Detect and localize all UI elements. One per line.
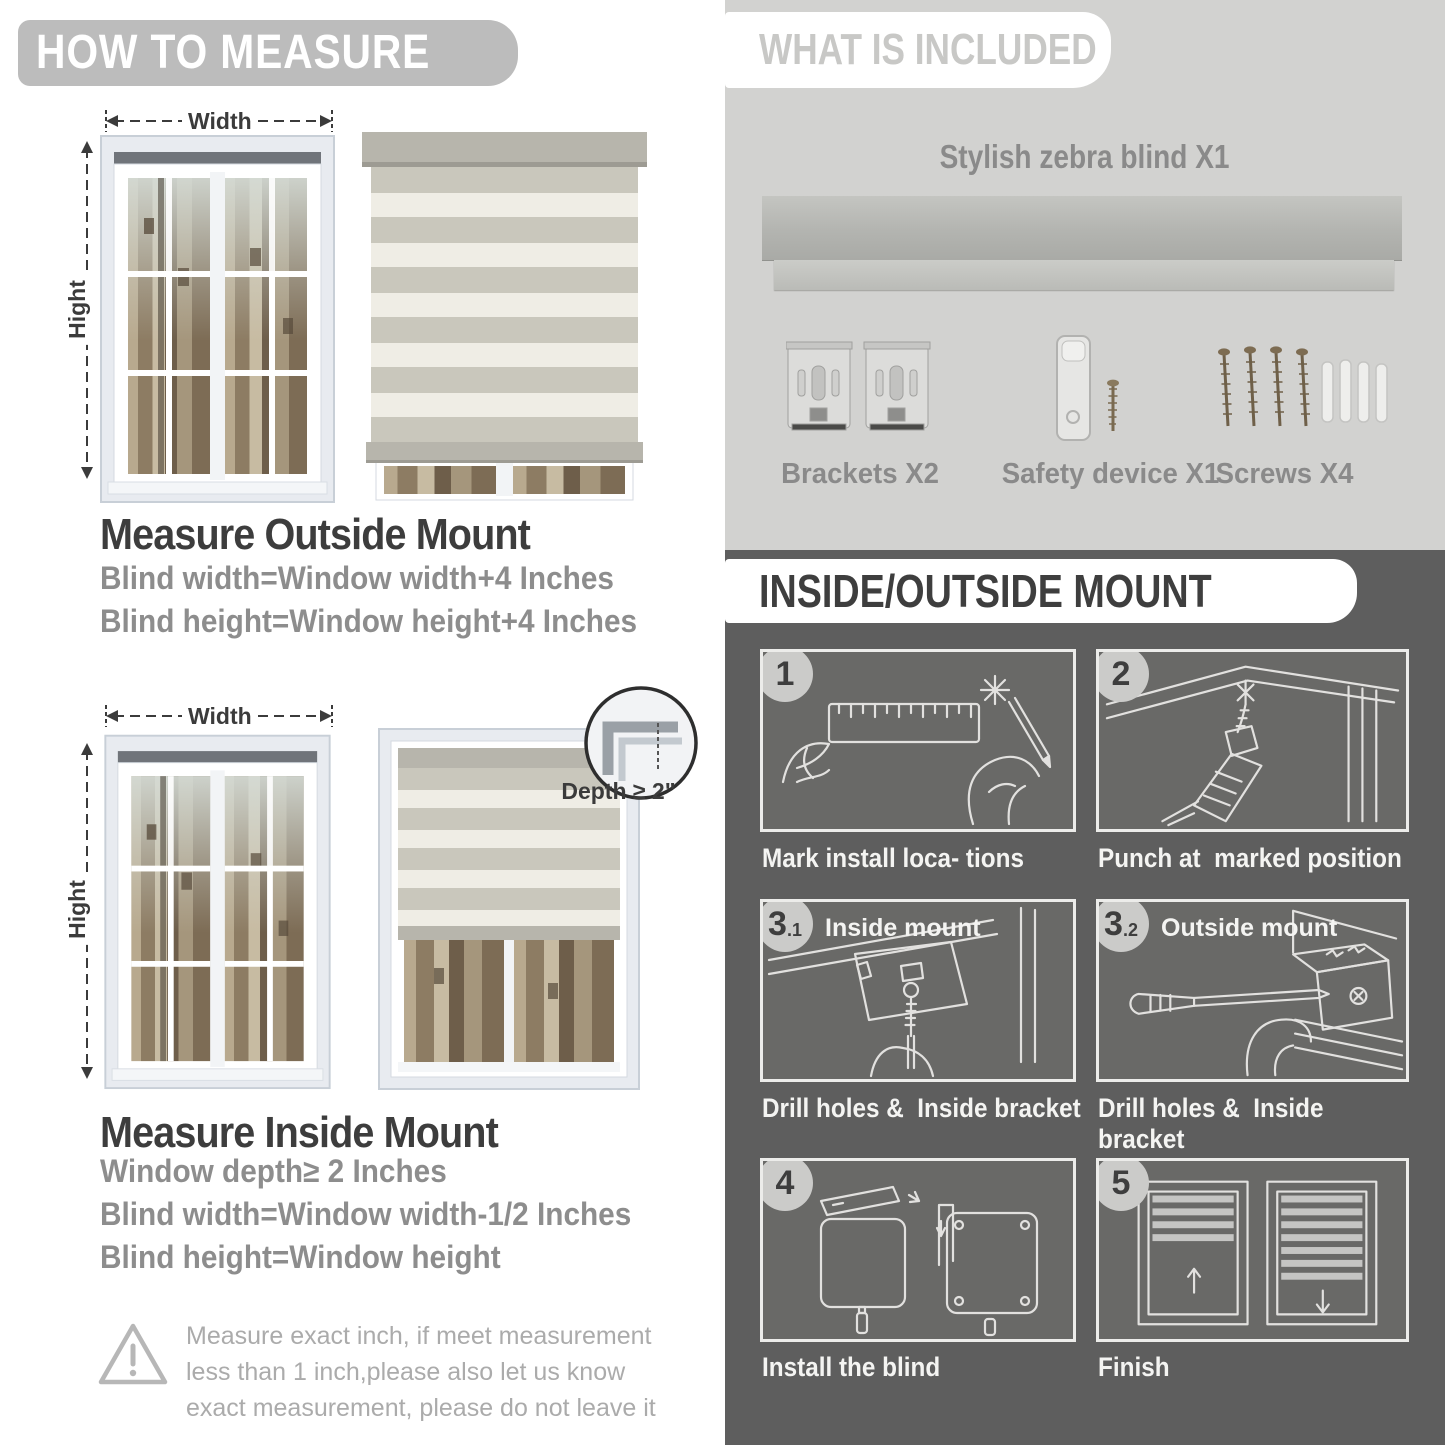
width-label-outside: Width [182,108,258,135]
width-label-inside: Width [182,703,258,730]
outside-mount-line-2: Blind height=Window height+4 Inches [100,603,638,639]
bracket-icon [786,340,936,436]
warning-text: Measure exact inch, if meet measurement less than 1 inch,please also let us know exact measurement, please do not leave it [186,1322,656,1422]
outside-mount-line-1: Blind width=Window width+4 Inches [100,560,614,596]
screws-icon [1210,340,1390,440]
step3-1-inner-label: Inside mount [825,914,981,942]
step3-2-badge: 3 .2 [1096,899,1149,952]
inside-mount-line-3: Blind height=Window height [100,1239,501,1275]
height-label-outside: Hight [64,274,91,345]
step1-caption: Mark install loca- tions [762,843,1024,873]
component-label-brackets: Brackets X2 [781,458,939,490]
step3-1-caption: Drill holes & Inside bracket [762,1093,1081,1123]
how-to-measure-header [18,20,518,86]
zebra-blind-outside [362,122,647,504]
window-illustration-inside [100,728,335,1090]
step5-caption: Finish [1098,1352,1170,1382]
headrail-bottom-bar [774,260,1394,290]
step5-badge: 5 [1096,1158,1149,1211]
step-panel-1 [760,649,1076,832]
component-label-screws: Screws X4 [1216,458,1354,490]
step4-badge: 4 [760,1158,813,1211]
step3-2-caption: Drill holes & Inside bracket [1098,1093,1331,1154]
inside-mount-line-2: Blind width=Window width-1/2 Inches [100,1196,632,1232]
headrail-image [762,196,1402,260]
step-panel-2 [1096,649,1409,832]
step2-caption: Punch at marked position [1098,843,1402,873]
component-label-safety: Safety device X1 [1001,458,1219,490]
outside-mount-title: Measure Outside Mount [100,510,530,559]
step2-badge: 2 [1096,649,1149,702]
inside-mount-title: Measure Inside Mount [100,1108,498,1157]
height-label-inside: Hight [64,874,91,945]
product-label: Stylish zebra blind X1 [940,138,1230,175]
step-panel-5 [1096,1158,1409,1342]
inside-outside-mount-header: INSIDE/OUTSIDE MOUNT [725,559,1357,623]
step3-1-badge: 3 .1 [760,899,813,952]
step3-2-inner-label: Outside mount [1161,914,1338,942]
step-panel-3-2 [1096,899,1409,1082]
step-panel-4 [760,1158,1076,1342]
inside-mount-line-1: Window depth≥ 2 Inches [100,1153,447,1189]
warning-icon [96,1320,170,1390]
depth-label: Depth ≥ 2" [561,778,676,804]
safety-device-icon [1045,333,1140,448]
step4-caption: Install the blind [762,1352,941,1382]
step-panel-3-1 [760,899,1076,1082]
step1-badge: 1 [760,649,813,702]
window-illustration-outside [100,128,335,504]
what-is-included-header: WHAT IS INCLUDED [725,12,1111,88]
how-to-measure-title: HOW TO MEASURE [36,26,431,79]
